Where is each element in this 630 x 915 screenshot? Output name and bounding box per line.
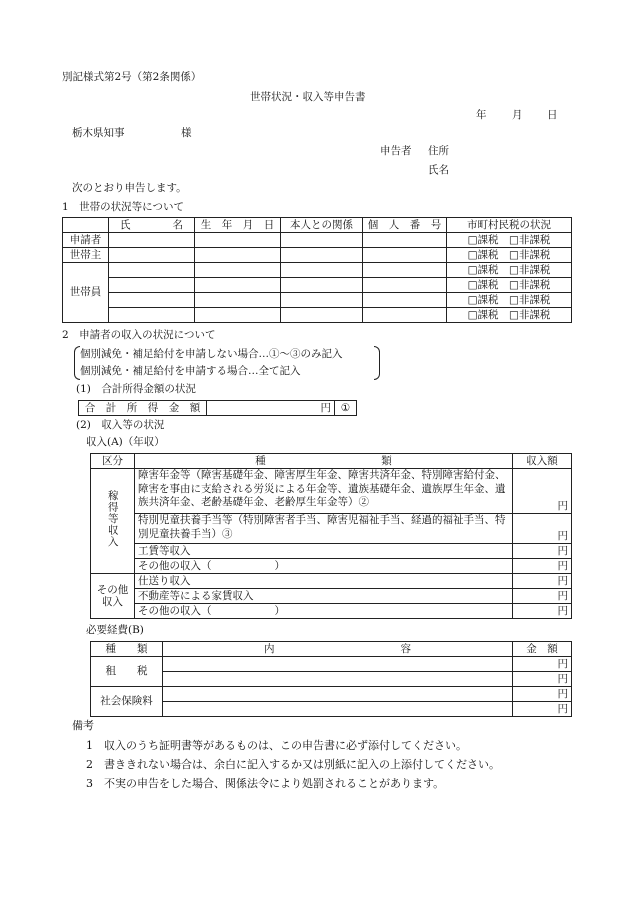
sub1-heading: (1) 合計所得金額の状況 [76, 383, 196, 395]
col-name: 氏 名 [109, 218, 195, 233]
cell-personal-number[interactable] [363, 308, 447, 323]
row-householder [63, 248, 572, 263]
date-year: 年 [476, 109, 487, 121]
item-rent: 不動産等による家賃収入 [135, 589, 513, 604]
right-brace [374, 346, 380, 380]
cell-personal-number[interactable] [363, 263, 447, 278]
income-header-row [91, 454, 572, 469]
item-remittance: 仕送り収入 [135, 574, 513, 589]
cell-personal-number[interactable] [363, 233, 447, 248]
remark-item: 3 不実の申告をした場合、関係法令により処罰されることがあります。 [86, 777, 445, 790]
cell-birthdate[interactable] [195, 248, 281, 263]
tax-checkboxes[interactable]: □課税 □非課税 [447, 308, 572, 323]
amount-pension[interactable]: 円 [513, 469, 572, 514]
exp-col-amount: 金 額 [513, 642, 572, 657]
col-amount: 収入額 [513, 454, 572, 469]
name-label: 氏名 [428, 164, 449, 176]
expense-row-tax [91, 657, 572, 672]
item-other1: その他の収入（ ） [135, 559, 513, 574]
expense-row-tax [91, 672, 572, 687]
cell-relation[interactable] [281, 233, 363, 248]
exp-tax-content[interactable] [163, 657, 513, 672]
row-member [63, 293, 572, 308]
cell-relation[interactable] [281, 248, 363, 263]
cell-name[interactable] [109, 263, 195, 278]
item-allowance: 特別児童扶養手当等（特別障害者手当、障害児福祉手当、経過的福祉手当、特別児童扶養手当）③ [135, 514, 513, 544]
income-row-rent [91, 589, 572, 604]
income-table [90, 453, 572, 619]
date-day: 日 [547, 109, 558, 121]
income-a-heading: 収入(A)（年収） [86, 436, 165, 448]
expense-row-social [91, 702, 572, 717]
col-birthdate: 生 年 月 日 [195, 218, 281, 233]
cell-birthdate[interactable] [195, 263, 281, 278]
expense-table [90, 641, 572, 717]
row-label-members: 世帯員 [63, 263, 109, 323]
total-income-table [78, 400, 357, 416]
amount-remittance[interactable]: 円 [513, 574, 572, 589]
form-number: 別記様式第2号（第2条関係） [62, 71, 202, 83]
row-member [63, 278, 572, 293]
date-month: 月 [512, 109, 523, 121]
row-applicant [63, 233, 572, 248]
note-no-reduction: 個別減免・補足給付を申請しない場合…①～③のみ記入 [80, 348, 343, 360]
cell-birthdate[interactable] [195, 233, 281, 248]
header-blank [63, 218, 109, 233]
expense-row-social [91, 687, 572, 702]
cell-name[interactable] [109, 293, 195, 308]
income-row-allowance [91, 514, 572, 544]
cell-relation[interactable] [281, 293, 363, 308]
income-row-pension [91, 469, 572, 514]
exp-tax-label: 租 税 [91, 657, 163, 687]
tax-checkboxes[interactable]: □課税 □非課税 [447, 278, 572, 293]
exp-col-content: 内 容 [163, 642, 513, 657]
tax-checkboxes[interactable]: □課税 □非課税 [447, 233, 572, 248]
address-label: 住所 [428, 145, 449, 157]
cell-personal-number[interactable] [363, 248, 447, 263]
applicant-label: 申告者 [380, 145, 412, 157]
amount-other2[interactable]: 円 [513, 604, 572, 619]
intro-text: 次のとおり申告します。 [72, 182, 187, 194]
note-with-reduction: 個別減免・補足給付を申請する場合…全て記入 [80, 365, 301, 377]
cell-name[interactable] [109, 278, 195, 293]
exp-social-amount[interactable]: 円 [513, 687, 572, 702]
item-pension: 障害年金等（障害基礎年金、障害厚生年金、障害共済年金、特別障害給付金、障害を事由に支給される労災による年金等、遺族基礎年金、遺族厚生年金、遺族共済年金、老齢基礎年金、老齢厚生年金等）② [135, 469, 513, 514]
cell-name[interactable] [109, 233, 195, 248]
income-row-wage [91, 544, 572, 559]
amount-rent[interactable]: 円 [513, 589, 572, 604]
sub2-heading: (2) 収入等の状況 [76, 419, 165, 431]
expense-header-row [91, 642, 572, 657]
remark-item: 1 収入のうち証明書等があるものは、この申告書に必ず添付してください。 [86, 739, 467, 752]
remark-item: 2 書ききれない場合は、余白に記入するか又は別紙に記入の上添付してください。 [86, 758, 500, 771]
row-member [63, 308, 572, 323]
mark-1: ① [335, 401, 357, 416]
section2-heading: 2 申請者の収入の状況について [62, 329, 216, 341]
col-municipal-tax: 市町村民税の状況 [447, 218, 572, 233]
cell-personal-number[interactable] [363, 278, 447, 293]
cell-relation[interactable] [281, 263, 363, 278]
amount-allowance[interactable]: 円 [513, 514, 572, 544]
exp-social-content[interactable] [163, 702, 513, 717]
cell-relation[interactable] [281, 278, 363, 293]
cell-birthdate[interactable] [195, 308, 281, 323]
remarks-heading: 備考 [72, 719, 94, 732]
household-table [62, 217, 572, 323]
item-other2: その他の収入（ ） [135, 604, 513, 619]
exp-tax-amount[interactable]: 円 [513, 672, 572, 687]
exp-col-type: 種 類 [91, 642, 163, 657]
income-row-other2 [91, 604, 572, 619]
row-label-householder: 世帯主 [63, 248, 109, 263]
tax-checkboxes[interactable]: □課税 □非課税 [447, 248, 572, 263]
cell-birthdate[interactable] [195, 278, 281, 293]
row-label-applicant: 申請者 [63, 233, 109, 248]
col-relation: 本人との関係 [281, 218, 363, 233]
exp-social-label: 社会保険料 [91, 687, 163, 717]
income-row-other1 [91, 559, 572, 574]
col-kubun: 区分 [91, 454, 135, 469]
addressee-honorific: 様 [181, 127, 192, 139]
category-earned: 稼得等収入 [91, 469, 135, 574]
cell-relation[interactable] [281, 308, 363, 323]
expense-b-heading: 必要経費(B) [86, 624, 144, 636]
page-title: 世帯状況・収入等申告書 [250, 91, 366, 103]
exp-social-content[interactable] [163, 687, 513, 702]
cell-personal-number[interactable] [363, 293, 447, 308]
col-type: 種 類 [135, 454, 513, 469]
cell-name[interactable] [109, 248, 195, 263]
household-header-row [63, 218, 572, 233]
total-income-value[interactable]: 円 [207, 401, 335, 416]
exp-tax-content[interactable] [163, 672, 513, 687]
total-income-label: 合 計 所 得 金 額 [79, 401, 207, 416]
section1-heading: 1 世帯の状況等について [62, 201, 184, 213]
cell-birthdate[interactable] [195, 293, 281, 308]
tax-checkboxes[interactable]: □課税 □非課税 [447, 293, 572, 308]
exp-tax-amount[interactable]: 円 [513, 657, 572, 672]
cell-name[interactable] [109, 308, 195, 323]
tax-checkboxes[interactable]: □課税 □非課税 [447, 263, 572, 278]
row-member [63, 263, 572, 278]
income-row-remittance [91, 574, 572, 589]
col-personal-number: 個 人 番 号 [363, 218, 447, 233]
amount-other1[interactable]: 円 [513, 559, 572, 574]
exp-social-amount[interactable]: 円 [513, 702, 572, 717]
addressee: 栃木県知事 [72, 127, 125, 139]
item-wage: 工賃等収入 [135, 544, 513, 559]
amount-wage[interactable]: 円 [513, 544, 572, 559]
category-other: その他収入 [91, 574, 135, 619]
